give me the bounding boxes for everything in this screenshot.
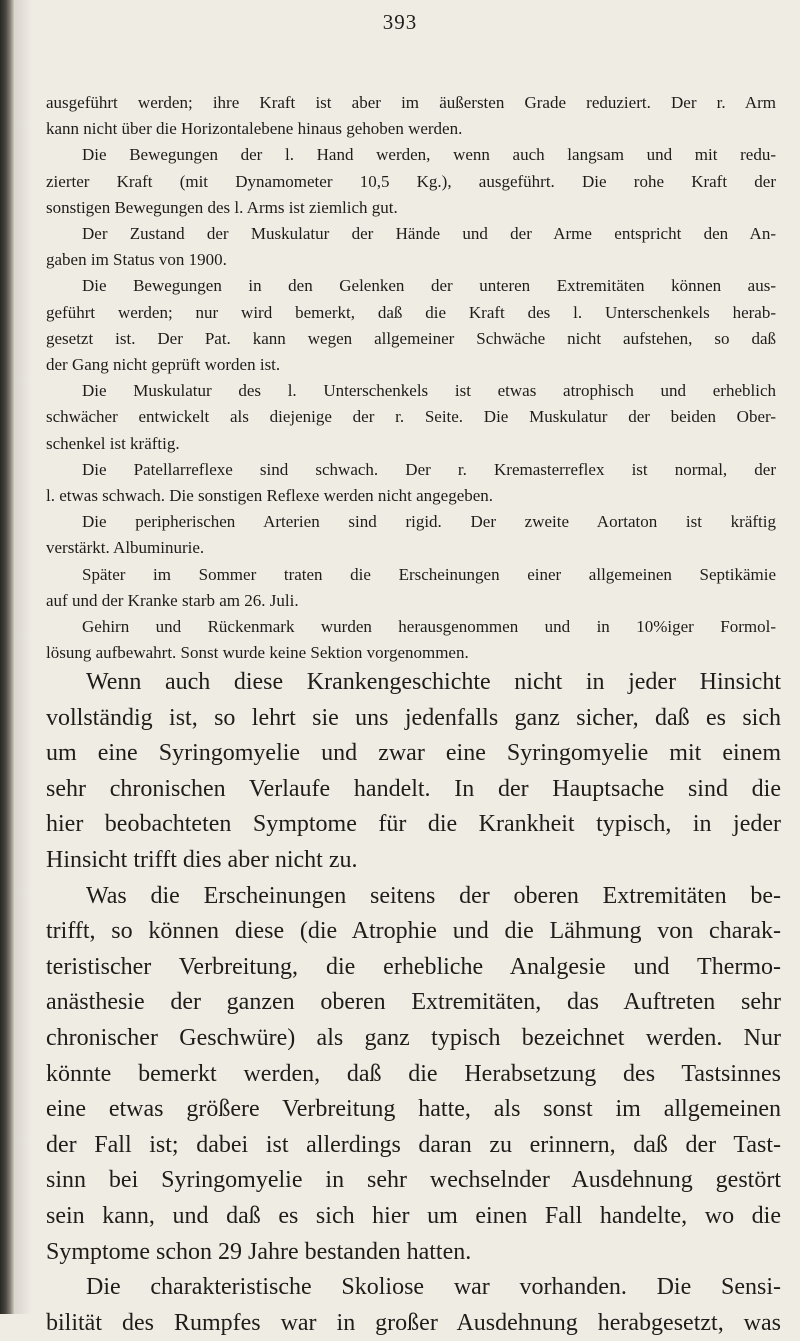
small-text-line: Der Zustand der Muskulatur der Hände und der Arme entspricht den An- [82, 224, 776, 244]
small-text-line: gesetzt ist. Der Pat. kann wegen allgemeiner Schwäche nicht aufstehen, so daß [46, 328, 776, 348]
body-text-line: vollständig ist, so lehrt sie uns jedenfalls ganz sicher, daß es sich [46, 704, 781, 731]
case-history-small-print [46, 90, 776, 666]
small-text-line: Gehirn und Rückenmark wurden herausgenommen und in 10%iger Formol- [82, 617, 776, 637]
body-text-line: bilität des Rumpfes war in großer Ausdehnung herabgesetzt, was [46, 1309, 781, 1336]
body-text-line: Hinsicht trifft dies aber nicht zu. [46, 846, 358, 873]
book-spine-shadow [0, 0, 14, 1314]
body-text-line: Die charakteristische Skoliose war vorhanden. Die Sensi- [86, 1274, 781, 1301]
small-text-line: zierter Kraft (mit Dynamometer 10,5 Kg.), ausgeführt. Die rohe Kraft der [46, 171, 776, 191]
body-text-line: eine etwas größere Verbreitung hatte, als sonst im allgemeinen [46, 1096, 781, 1123]
small-text-line: Die Patellarreflexe sind schwach. Der r. Kremasterreflex ist normal, der [82, 459, 776, 479]
small-text-line: verstärkt. Albuminurie. [46, 538, 205, 558]
page-number: 393 [382, 10, 418, 34]
small-text-line: Die Bewegungen in den Gelenken der unteren Extremitäten können aus- [82, 276, 776, 296]
body-text-line: sein kann, und daß es sich hier um einen Fall handelte, wo die [46, 1202, 781, 1229]
small-text-line: gaben im Status von 1900. [46, 250, 227, 270]
small-text-line: l. etwas schwach. Die sonstigen Reflexe werden nicht angegeben. [46, 486, 494, 506]
small-text-line: Die Muskulatur des l. Unterschenkels ist etwas atrophisch und erheblich [82, 381, 776, 401]
small-text-line: lösung aufbewahrt. Sonst wurde keine Sektion vorgenommen. [46, 643, 469, 663]
body-text-line: Symptome schon 29 Jahre bestanden hatten. [46, 1238, 472, 1265]
small-text-line: ausgeführt werden; ihre Kraft ist aber im äußersten Grade reduziert. Der r. Arm [46, 93, 776, 112]
body-text-line: sinn bei Syringomyelie in sehr wechselnder Ausdehnung gestört [46, 1167, 781, 1194]
gutter-shadow [14, 0, 32, 1314]
small-text-line: schwächer entwickelt als diejenige der r. Seite. Die Muskulatur der beiden Ober- [46, 407, 776, 427]
small-text-line: der Gang nicht geprüft worden ist. [46, 355, 281, 375]
small-text-line: sonstigen Bewegungen des l. Arms ist ziemlich gut. [46, 197, 398, 217]
body-text-line: Was die Erscheinungen seitens der oberen Extremitäten be- [86, 882, 781, 909]
body-text-line: chronischer Geschwüre) als ganz typisch bezeichnet werden. Nur [46, 1024, 781, 1051]
small-text-line: kann nicht über die Horizontalebene hinaus gehoben werden. [46, 119, 463, 139]
body-text-line: anästhesie der ganzen oberen Extremitäten, das Auftreten sehr [46, 989, 781, 1016]
body-text-line: teristischer Verbreitung, die erhebliche Analgesie und Thermo- [46, 953, 781, 980]
body-text-line: hier beobachteten Symptome für die Krankheit typisch, in jeder [46, 811, 781, 838]
body-text-line: Wenn auch diese Krankengeschichte nicht in jeder Hinsicht [86, 669, 781, 695]
body-text-line: könnte bemerkt werden, daß die Herabsetzung des Tastsinnes [46, 1060, 781, 1087]
body-text-line: der Fall ist; dabei ist allerdings daran zu erinnern, daß der Tast- [46, 1131, 781, 1158]
small-text-line: auf und der Kranke starb am 26. Juli. [46, 590, 299, 610]
small-text-line: schenkel ist kräftig. [46, 433, 180, 453]
small-text-line: Später im Sommer traten die Erscheinungen einer allgemeinen Septikämie [82, 564, 776, 584]
small-text-line: Die Bewegungen der l. Hand werden, wenn auch langsam und mit redu- [82, 145, 776, 165]
body-text-line: trifft, so können diese (die Atrophie und die Lähmung von charak- [46, 918, 781, 945]
body-text-line: um eine Syringomyelie und zwar eine Syringomyelie mit einem [46, 740, 781, 767]
discussion-main-text [46, 665, 781, 1341]
small-text-line: Die peripherischen Arterien sind rigid. Der zweite Aortaton ist kräftig [82, 512, 776, 532]
small-text-line: geführt werden; nur wird bemerkt, daß die Kraft des l. Unterschenkels herab- [46, 302, 776, 322]
body-text-line: sehr chronischen Verlaufe handelt. In der Hauptsache sind die [46, 775, 781, 802]
